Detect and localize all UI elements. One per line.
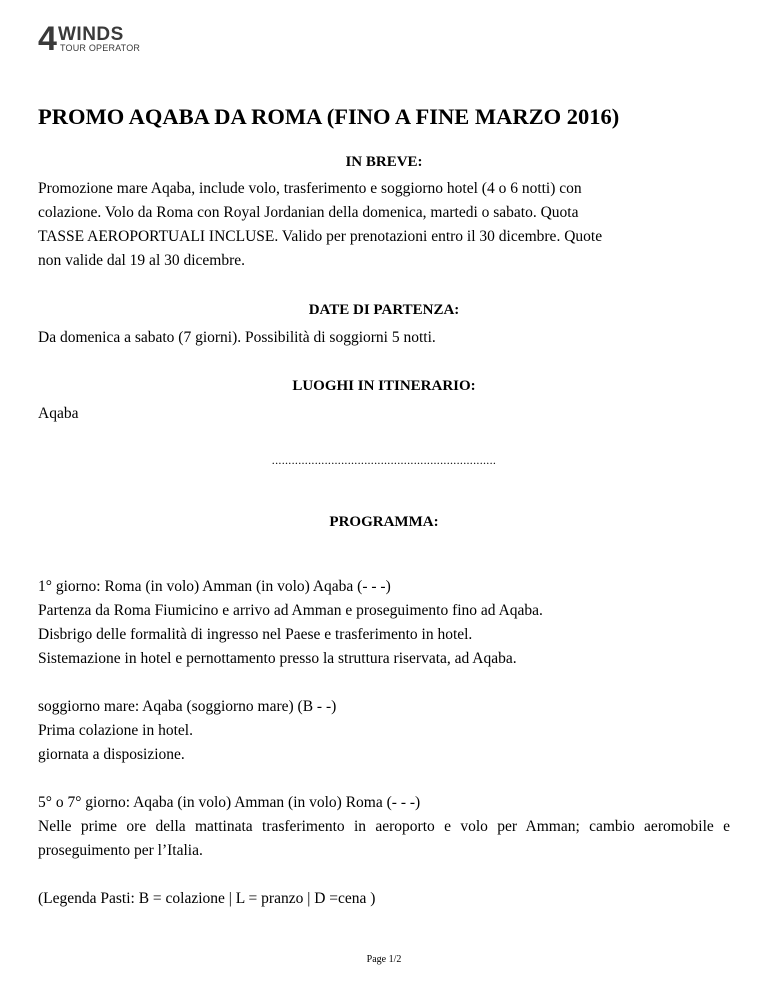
logo-subtitle: TOUR OPERATOR (60, 43, 141, 53)
day1-line-3: Sistemazione in hotel e pernottamento presso la struttura riservata, ad Aqaba. (38, 650, 517, 667)
day3-text: Nelle prime ore della mattinata trasferimento in aeroporto e volo per Amman; cambio aeromobile e proseguimento per l’Italia. (38, 818, 730, 859)
meal-legend: (Legenda Pasti: B = colazione | L = pranzo | D =cena ) (38, 890, 376, 907)
day2-line-1: Prima colazione in hotel. (38, 722, 193, 739)
date-partenza-heading: DATE DI PARTENZA: (308, 302, 460, 318)
in-breve-line-4: non valide dal 19 al 30 dicembre. (38, 252, 246, 269)
logo-word: WINDS (58, 24, 124, 45)
day1-title: 1° giorno: Roma (in volo) Amman (in volo) Aqaba (- - -) (38, 578, 391, 595)
date-partenza-text: Da domenica a sabato (7 giorni). Possibilità di soggiorni 5 notti. (38, 329, 436, 346)
day2-title: soggiorno mare: Aqaba (soggiorno mare) (B - -) (38, 698, 337, 715)
day3-title: 5° o 7° giorno: Aqaba (in volo) Amman (in volo) Roma (- - -) (38, 794, 421, 811)
in-breve-line-1: Promozione mare Aqaba, include volo, trasferimento e soggiorno hotel (4 o 6 notti) con (38, 180, 582, 197)
in-breve-line-3: TASSE AEROPORTUALI INCLUSE. Valido per prenotazioni entro il 30 dicembre. Quote (38, 228, 603, 245)
programma-heading: PROGRAMMA: (329, 514, 439, 530)
company-logo (38, 22, 148, 56)
in-breve-line-2: colazione. Volo da Roma con Royal Jordanian della domenica, martedi o sabato. Quota (38, 204, 579, 221)
page-number: Page 1/2 (366, 954, 402, 965)
separator-dots: .................................................................... (271, 453, 497, 467)
day1-line-1: Partenza da Roma Fiumicino e arrivo ad Amman e proseguimento fino ad Aqaba. (38, 602, 543, 619)
logo-digit: 4 (38, 20, 57, 58)
day2-line-2: giornata a disposizione. (38, 746, 185, 763)
luoghi-heading: LUOGHI IN ITINERARIO: (292, 378, 476, 394)
luoghi-text: Aqaba (38, 405, 79, 422)
day1-line-2: Disbrigo delle formalità di ingresso nel Paese e trasferimento in hotel. (38, 626, 473, 643)
document-title: PROMO AQABA DA ROMA (FINO A FINE MARZO 2016) (38, 104, 620, 129)
in-breve-heading: IN BREVE: (345, 154, 423, 170)
